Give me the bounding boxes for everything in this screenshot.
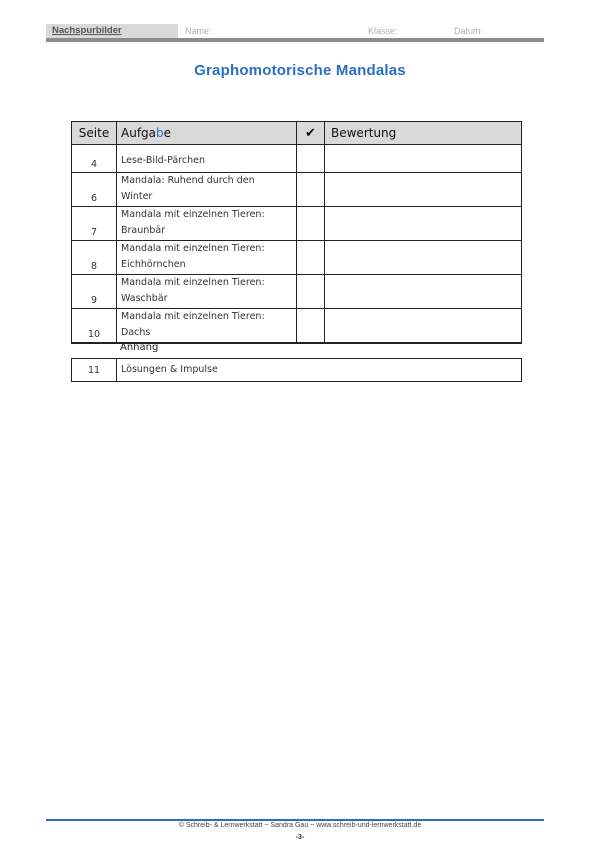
page-number: 9	[72, 275, 117, 309]
worksheet-header	[46, 24, 544, 38]
task-text: Mandala mit einzelnen Tieren: Braunbär	[117, 207, 297, 241]
page-number: 11	[72, 359, 117, 382]
footer-copyright: © Schreib- & Lernwerkstatt ~ Sandra Gau ~ www.schreib-und-lernwerkstatt.de	[178, 822, 422, 829]
table-row	[72, 275, 522, 309]
check-box-cell[interactable]	[297, 275, 325, 309]
check-box-cell[interactable]	[297, 173, 325, 207]
task-text: Mandala: Ruhend durch den Winter	[117, 173, 297, 207]
page-number: 6	[72, 173, 117, 207]
name-label: Name:	[185, 26, 212, 36]
appendix-heading: Anhang	[120, 342, 159, 353]
check-box-cell[interactable]	[297, 207, 325, 241]
page-number-footer: -3-	[295, 834, 305, 841]
table-row	[72, 207, 522, 241]
check-box-cell[interactable]	[297, 241, 325, 275]
page-number: 7	[72, 207, 117, 241]
table-row	[72, 241, 522, 275]
header-divider	[46, 38, 544, 42]
check-box-cell[interactable]	[297, 145, 325, 173]
appendix-table	[71, 358, 522, 382]
task-text: Lösungen & Impulse	[117, 359, 522, 382]
rating-cell[interactable]	[325, 207, 522, 241]
task-text: Lese-Bild-Pärchen	[117, 145, 297, 173]
check-box-cell[interactable]	[297, 309, 325, 344]
page-number: 10	[72, 309, 117, 344]
rating-cell[interactable]	[325, 173, 522, 207]
class-label: Klasse:	[368, 26, 398, 36]
table-row	[72, 359, 522, 382]
table-row	[72, 145, 522, 173]
rating-cell[interactable]	[325, 275, 522, 309]
table-row	[72, 173, 522, 207]
column-header-task: Aufgabe	[117, 122, 297, 145]
rating-cell[interactable]	[325, 241, 522, 275]
task-text: Mandala mit einzelnen Tieren: Waschbär	[117, 275, 297, 309]
date-label: Datum:	[454, 26, 484, 36]
page-number: 4	[72, 145, 117, 173]
rating-cell[interactable]	[325, 309, 522, 344]
table-header-row	[72, 122, 522, 145]
checkmark-icon: ✔	[297, 122, 325, 145]
worksheet-category-label: Nachspurbilder	[46, 24, 178, 38]
page-number: 8	[72, 241, 117, 275]
footer-divider	[46, 819, 544, 821]
column-header-page: Seite	[72, 122, 117, 145]
table-row	[72, 309, 522, 344]
page-title: Graphomotorische Mandalas	[194, 62, 406, 79]
task-text: Mandala mit einzelnen Tieren: Dachs	[117, 309, 297, 344]
contents-table	[71, 121, 522, 344]
column-header-rating: Bewertung	[325, 122, 522, 145]
rating-cell[interactable]	[325, 145, 522, 173]
task-text: Mandala mit einzelnen Tieren: Eichhörnchen	[117, 241, 297, 275]
